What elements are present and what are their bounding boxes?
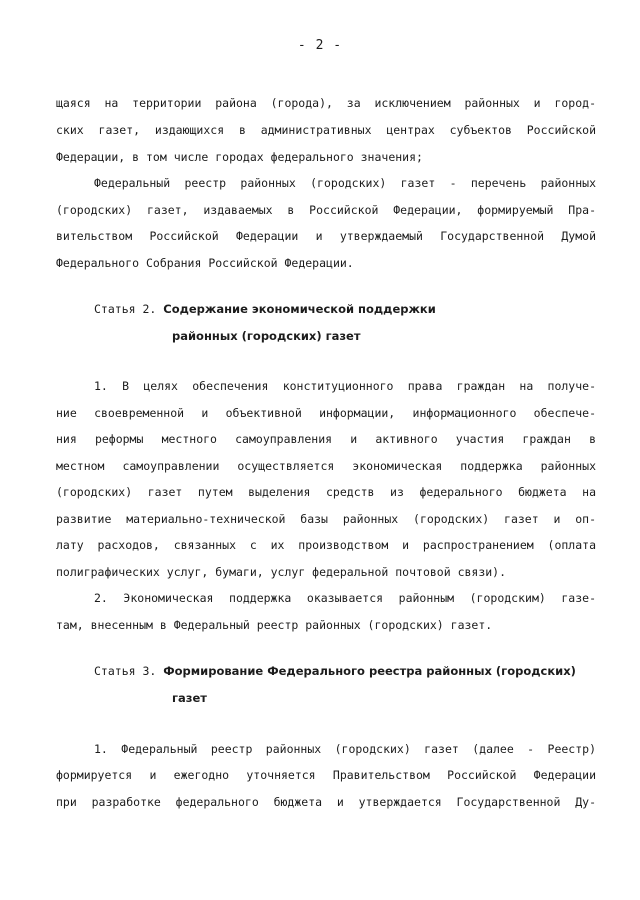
article-title: Формирование Федерального реестра районных (городских) [163, 664, 576, 678]
text-line: там, внесенным в Федеральный реестр районных (городских) газет. [56, 618, 493, 632]
text-line: вительством Российской Федерации и утверждаемый Государственной Думой [56, 229, 596, 243]
text-line: развитие материально-технической базы районных (городских) газет и оп- [56, 512, 596, 526]
text-line: Федерального Собрания Российской Федерации. [56, 256, 354, 270]
text-line: 1. В целях обеспечения конституционного права граждан на получе- [94, 379, 596, 393]
article-label: Статья 3. [94, 664, 157, 678]
text-line: ние своевременной и объективной информации, информационного обеспече- [56, 406, 596, 420]
article-label: Статья 2. [94, 302, 157, 316]
text-line: Федерации, в том числе городах федерального значения; [56, 150, 423, 164]
text-line: полиграфических услуг, бумаги, услуг федеральной почтовой связи). [56, 565, 507, 579]
text-line: 1. Федеральный реестр районных (городских) газет (далее - Реестр) [94, 742, 596, 756]
text-line: (городских) газет путем выделения средств из федерального бюджета на [56, 485, 596, 499]
text-line: ния реформы местного самоуправления и активного участия граждан в [56, 432, 596, 446]
text-line: местном самоуправлении осуществляется экономическая поддержка районных [56, 459, 596, 473]
article-title: Содержание экономической поддержки [163, 302, 436, 316]
text-line: (городских) газет, издаваемых в Российской Федерации, формируемый Пра- [56, 203, 596, 217]
text-line: формируется и ежегодно уточняется Правительством Российской Федерации [56, 768, 596, 782]
article-title-continued: газет [172, 691, 207, 705]
text-line: ских газет, издающихся в административных центрах субъектов Российской [56, 123, 596, 137]
text-line: при разработке федерального бюджета и утверждается Государственной Ду- [56, 795, 596, 809]
article-heading [94, 302, 436, 316]
text-line: 2. Экономическая поддержка оказывается районным (городским) газе- [94, 591, 596, 605]
page-number: - 2 - [297, 38, 343, 53]
article-heading [94, 664, 576, 678]
text-line: лату расходов, связанных с их производством и распространением (оплата [56, 538, 596, 552]
text-line: щаяся на территории района (города), за исключением районных и город- [56, 96, 596, 110]
text-line: Федеральный реестр районных (городских) газет - перечень районных [94, 176, 596, 190]
article-title-continued: районных (городских) газет [172, 329, 361, 343]
